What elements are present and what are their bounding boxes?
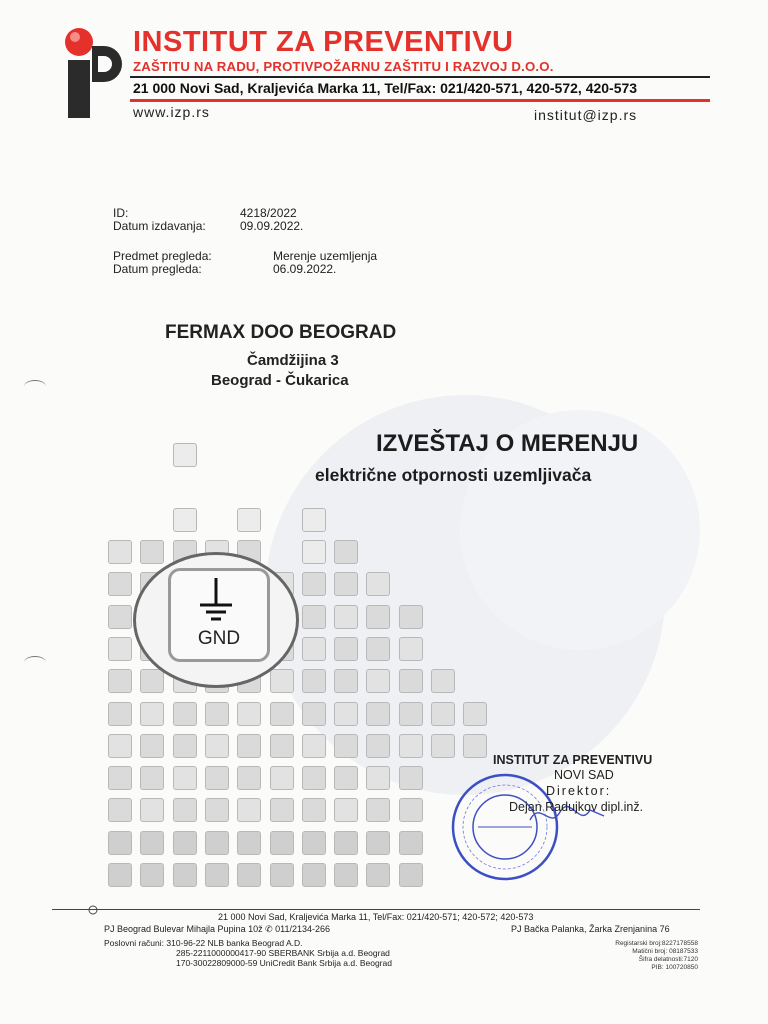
footer-address: 21 000 Novi Sad, Kraljevića Marka 11, Tel/Fax: 021/420-571; 420-572; 420-573 (218, 912, 534, 922)
grid-square (108, 766, 132, 790)
registry-line: PIB: 100720850 (651, 964, 698, 971)
grid-square (334, 766, 358, 790)
grid-square (140, 669, 164, 693)
grid-square (270, 831, 294, 855)
footer-divider (52, 909, 700, 910)
grid-square (237, 508, 261, 532)
grid-square (173, 798, 197, 822)
grid-square (302, 863, 326, 887)
grid-square (140, 798, 164, 822)
report-subtitle: električne otpornosti uzemljivača (315, 465, 592, 485)
grid-square (108, 831, 132, 855)
grid-square (205, 734, 229, 758)
client-city: Beograd - Čukarica (211, 372, 349, 389)
subject-value: Merenje uzemljenja (273, 249, 378, 263)
grid-square (108, 798, 132, 822)
footer-bullet-icon (87, 904, 99, 916)
subject-label: Predmet pregleda: (113, 249, 212, 263)
signature-org: INSTITUT ZA PREVENTIVU (493, 753, 653, 767)
grid-square (205, 798, 229, 822)
header-website[interactable]: www.izp.rs (133, 104, 210, 120)
registry-line: Matični broj: 08187533 (632, 948, 698, 955)
grid-square (334, 734, 358, 758)
header-title: INSTITUT ZA PREVENTIVU (133, 26, 514, 58)
grid-square (431, 702, 455, 726)
report-title: IZVEŠTAJ O MERENJU (376, 430, 639, 457)
grid-square (237, 798, 261, 822)
grid-square (366, 605, 390, 629)
grid-square (302, 798, 326, 822)
grid-square (334, 831, 358, 855)
grid-square (237, 766, 261, 790)
grid-square (302, 734, 326, 758)
punch-hole-top (24, 380, 46, 393)
grid-square (173, 508, 197, 532)
grid-square (399, 831, 423, 855)
grid-square (334, 702, 358, 726)
grid-square (302, 702, 326, 726)
grid-square (237, 863, 261, 887)
issue-date-value: 09.09.2022. (240, 219, 304, 233)
grid-square (366, 798, 390, 822)
grid-square (205, 702, 229, 726)
grid-square (237, 831, 261, 855)
grid-square (302, 572, 326, 596)
grid-square (173, 766, 197, 790)
signature-name: Dejan Radujkov dipl.inž. (509, 800, 644, 814)
grid-square (173, 734, 197, 758)
grid-square (108, 734, 132, 758)
grid-square (108, 605, 132, 629)
grid-square (108, 863, 132, 887)
grid-square (270, 766, 294, 790)
inspection-date-value: 06.09.2022. (273, 262, 337, 276)
grid-square (302, 831, 326, 855)
account-line: 310-96-22 NLB banka Beograd A.D. (166, 938, 303, 948)
grid-square (366, 863, 390, 887)
grid-square (366, 669, 390, 693)
footer-registry (615, 940, 698, 972)
grid-square (140, 766, 164, 790)
grid-square (399, 734, 423, 758)
grid-square (173, 831, 197, 855)
grid-square (108, 540, 132, 564)
grid-square (366, 572, 390, 596)
grid-square (366, 766, 390, 790)
account-line: 285-2211000000417-90 SBERBANK Srbija a.d. Beograd (176, 948, 390, 958)
grid-square (366, 831, 390, 855)
client-street: Čamdžijina 3 (247, 352, 339, 369)
grid-square (270, 863, 294, 887)
grid-square (334, 669, 358, 693)
header-subtitle: ZAŠTITU NA RADU, PROTIVPOŽARNU ZAŠTITU I RAZVOJ D.O.O. (133, 59, 554, 74)
accounts-label: Poslovni računi: (104, 938, 165, 948)
grid-square (334, 540, 358, 564)
grid-square (334, 798, 358, 822)
header-email[interactable]: institut@izp.rs (534, 107, 638, 123)
grid-square (399, 605, 423, 629)
grid-square (173, 863, 197, 887)
grid-square (205, 766, 229, 790)
signature-role: Direktor: (546, 784, 612, 798)
grid-square (399, 669, 423, 693)
inspection-date-label: Datum pregleda: (113, 262, 202, 276)
grid-square (108, 637, 132, 661)
grid-square (270, 734, 294, 758)
grid-square (108, 572, 132, 596)
grid-square (108, 702, 132, 726)
grid-square (463, 734, 487, 758)
grid-square (270, 669, 294, 693)
grid-square (334, 637, 358, 661)
grid-square (399, 798, 423, 822)
grid-square (173, 702, 197, 726)
grid-square (237, 734, 261, 758)
grid-square (399, 702, 423, 726)
grid-square (205, 831, 229, 855)
footer-pj-beograd: PJ Beograd Bulevar Mihajla Pupina 10ž ✆ 011/2134-266 (104, 924, 331, 934)
id-value: 4218/2022 (240, 206, 297, 220)
grid-square (399, 766, 423, 790)
grid-square (108, 669, 132, 693)
signature-city: NOVI SAD (554, 768, 614, 782)
punch-hole-bottom (24, 656, 46, 669)
grid-square (140, 540, 164, 564)
grid-square (302, 669, 326, 693)
grid-square (302, 766, 326, 790)
grid-square (334, 572, 358, 596)
grid-square (366, 702, 390, 726)
grid-square (173, 443, 197, 467)
grid-square (431, 669, 455, 693)
grid-square (399, 863, 423, 887)
grid-square (302, 637, 326, 661)
issue-date-label: Datum izdavanja: (113, 219, 206, 233)
grid-square (302, 508, 326, 532)
footer-pj-backa: PJ Bačka Palanka, Žarka Zrenjanina 76 (511, 924, 670, 934)
grid-square (463, 702, 487, 726)
grid-square (140, 863, 164, 887)
ground-symbol-icon (196, 576, 236, 624)
registry-line: Šifra delatnosti:7120 (638, 956, 698, 963)
account-line: 170-30022809000-59 UniCredit Bank Srbija a.d. Beograd (176, 958, 392, 968)
header-address: 21 000 Novi Sad, Kraljevića Marka 11, Tel/Fax: 021/420-571, 420-572, 420-573 (133, 80, 638, 96)
grid-square (237, 702, 261, 726)
grid-square (334, 605, 358, 629)
grid-square (366, 734, 390, 758)
client-name: FERMAX DOO BEOGRAD (165, 322, 397, 343)
grid-square (140, 831, 164, 855)
grid-square (205, 863, 229, 887)
footer-accounts (104, 938, 392, 968)
grid-square (431, 734, 455, 758)
id-label: ID: (113, 206, 129, 220)
grid-square (140, 734, 164, 758)
grid-square (334, 863, 358, 887)
grid-square (270, 798, 294, 822)
gnd-label: GND (197, 628, 241, 649)
grid-square (366, 637, 390, 661)
grid-square (302, 605, 326, 629)
grid-square (270, 702, 294, 726)
registry-line: Registarski broj:8227178558 (615, 940, 698, 947)
grid-square (140, 702, 164, 726)
grid-square (399, 637, 423, 661)
grid-square (302, 540, 326, 564)
